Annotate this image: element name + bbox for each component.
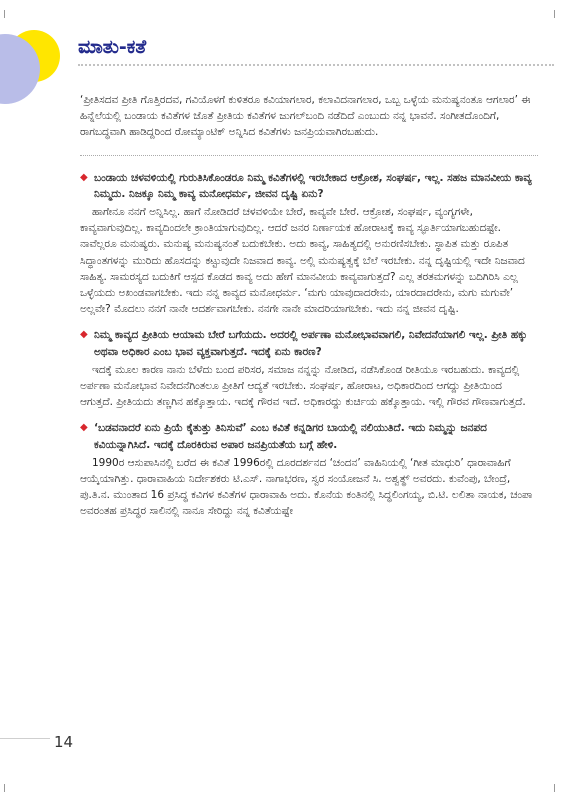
- crop-mark: [4, 10, 5, 18]
- answer-3: 1990ರ ಆಸುಪಾಸಿನಲ್ಲಿ ಬರೆದ ಈ ಕವಿತೆ 1996ರಲ್ಲಿ ದೂರದರ್ಶನದ ‘ಚಂದನ’ ವಾಹಿನಿಯಲ್ಲಿ ‘ಗೀತ ಮಾಧುರಿ’ ಧಾರಾವಾಹಿಗೆ ಆಯ್ಕೆಯಾಗಿತ್ತು. ಧಾರಾವಾಹಿಯ ನಿರ್ದೇಶಕರು ಟಿ.ಎಸ್. ನಾಗಾಭರಣ, ಸ್ವರ ಸಂಯೋಜನೆ ಸಿ. ಅಶ್ವತ್ಥ್ ಅವರದು. ಕುವೆಂಪು, ಬೇಂದ್ರೆ, ಪು.ತಿ.ನ. ಮುಂತಾದ 16 ಪ್ರಸಿದ್ಧ ಕವಿಗಳ ಕವಿತೆಗಳ ಧಾರಾವಾಹಿ ಅದು. ಕೊನೆಯ ಕಂತಿನಲ್ಲಿ ಸಿದ್ಧಲಿಂಗಯ್ಯ, ಬಿ.ಟಿ. ಲಲಿತಾ ನಾಯಕ, ಚಂಪಾ ಅವರಂತಹ ಪ್ರಸಿದ್ಧರ ಸಾಲಿನಲ್ಲಿ ನಾನೂ ಸೇರಿದ್ದು ನನ್ನ ಕವಿತೆಯಷ್ಟೇ: [80, 456, 533, 518]
- diamond-bullet-icon: ◆: [80, 329, 88, 341]
- page-number: 14: [54, 733, 74, 751]
- header-dotted-rule: [78, 64, 554, 66]
- page-number-rule: [0, 738, 50, 739]
- answer-1: ಹಾಗೇನೂ ನನಗೆ ಅನ್ನಿಸಿಲ್ಲ. ಹಾಗೆ ನೋಡಿದರೆ ಚಳವಳಿಯೇ ಬೇರೆ, ಕಾವ್ಯವೇ ಬೇರೆ. ಆಕ್ರೋಶ, ಸಂಘರ್ಷ, ವ್ಯಂಗ್ಯಗಳೇ, ಕಾವ್ಯವಾಗುವುದಿಲ್ಲ. ಕಾವ್ಯದಿಂದಲೇ ಕ್ರಾಂತಿಯಾಗುವುದಿಲ್ಲ. ಆದರೆ ಜನರ ನಿರ್ಣಾಯಕ ಹೋರಾಟಕ್ಕೆ ಕಾವ್ಯ ಸ್ಫೂರ್ತಿಯಾಗಬಹುದಷ್ಟೇ. ನಾವೆಲ್ಲರೂ ಮನುಷ್ಯರು. ಮನುಷ್ಯ ಮನುಷ್ಯನಂತೆ ಬದುಕಬೇಕು. ಅದು ಕಾವ್ಯ, ಸಾಹಿತ್ಯದಲ್ಲಿ ಅನುರಣಿಸಬೇಕು. ಸ್ಥಾಪಿತ ಮತ್ತು ರೂಪಿತ ಸಿದ್ಧಾಂತಗಳನ್ನು ಮುರಿದು ಹೊಸದನ್ನು ಕಟ್ಟುವುದೇ ನಿಜವಾದ ಕಾವ್ಯ. ಅಲ್ಲಿ ಮನುಷ್ಯತ್ವಕ್ಕೆ ಬೆಲೆ ಇರಬೇಕು. ನನ್ನ ದೃಷ್ಟಿಯಲ್ಲಿ ಇದೇ ನಿಜವಾದ ಸಾಹಿತ್ಯ. ಸಾಮರಸ್ಯದ ಬದುಕಿಗೆ ಆಸ್ಪದ ಕೊಡದ ಕಾವ್ಯ ಅದು ಹೇಗೆ ಮಾನವೀಯ ಕಾವ್ಯವಾಗುತ್ತದೆ? ಎಲ್ಲ ತರತಮಗಳನ್ನು ಬದಿಗಿರಿಸಿ ಎಲ್ಲ ಒಳ್ಳೆಯದು ಅಖಂಡವಾಗಬೇಕು. ಇದು ನನ್ನ ಕಾವ್ಯದ ಮನೋಧರ್ಮ. ‘ಮಗು ಯಾವುದಾದರೇನು, ಯಾರದಾದರೇನು, ಮಗು ಮಗುವೇ’ ಅಲ್ಲವೇ? ಮೊದಲು ನನಗೆ ನಾನೇ ಆದರ್ಶವಾಗಬೇಕು. ನನಗೇ ನಾನೇ ಮಾದರಿಯಾಗಬೇಕು. ಇದು ನನ್ನ ಜೀವನ ದೃಷ್ಟಿ.: [80, 206, 525, 316]
- diamond-bullet-icon: ◆: [80, 171, 88, 183]
- crop-mark: [554, 784, 555, 792]
- intro-paragraph: ‘ಪ್ರೀತಿಸದವ ಪ್ರೀತಿ ಗೊತ್ತಿರದವ, ಗವಿಯೊಳಗೆ ಕುಳಿತರೂ ಕವಿಯಾಗಲಾರ, ಕಲಾವಿದನಾಗಲಾರ, ಒಬ್ಬ ಒಳ್ಳೆಯ ಮನುಷ್ಯನಂತೂ ಆಗಲಾರ’ ಈ ಹಿನ್ನೆಲೆಯಲ್ಲಿ ಬಂಡಾಯ ಕವಿತೆಗಳ ಜೊತೆ ಪ್ರೀತಿಯ ಕವಿತೆಗಳ ಜುಗಲ್‌ಬಂದಿ ನಡೆದಿದೆ ಎಂಬುದು ನನ್ನ ಭಾವನೆ. ಸಂಗೀತದೊಂದಿಗೆ, ರಾಗಬದ್ಧವಾಗಿ ಹಾಡಿದ್ದರಿಂದ ರೋಮ್ಯಾಂಟಿಕ್ ಅನ್ನಿಸಿದ ಕವಿತೆಗಳು ಜನಪ್ರಿಯವಾಗಿರಬಹುದು.: [80, 94, 531, 139]
- qa-block-3: [80, 420, 538, 519]
- question-1: [80, 170, 538, 202]
- question-3: [80, 420, 538, 452]
- diamond-bullet-icon: ◆: [80, 422, 88, 434]
- crop-mark: [4, 784, 5, 792]
- question-text: ಬಂಡಾಯ ಚಳವಳಿಯಲ್ಲಿ ಗುರುತಿಸಿಕೊಂಡರೂ ನಿಮ್ಮ ಕವಿತೆಗಳಲ್ಲಿ ಇರಬೇಕಾದ ಆಕ್ರೋಶ, ಸಂಘರ್ಷ, ಇಲ್ಲ. ಸಹಜ ಮಾನವೀಯ ಕಾವ್ಯ ನಿಮ್ಮದು. ನಿಜಕ್ಕೂ ನಿಮ್ಮ ಕಾವ್ಯ ಮನೋಧರ್ಮ, ಜೀವನ ದೃಷ್ಟಿ ಏನು?: [94, 171, 532, 200]
- crop-mark: [554, 10, 555, 18]
- answer-2: ಇದಕ್ಕೆ ಮೂಲ ಕಾರಣ ನಾನು ಬೆಳೆದು ಬಂದ ಪರಿಸರ, ಸಮಾಜ ನನ್ನನ್ನು ನೋಡಿದ, ನಡೆಸಿಕೊಂಡ ರೀತಿಯೂ ಇರಬಹುದು. ಕಾವ್ಯದಲ್ಲಿ ಅರ್ಪಣಾ ಮನೋಭಾವ ನಿವೇದನೆಗಿಂತಲೂ ಪ್ರೀತಿಗೆ ಆದ್ಯತೆ ಇರಬೇಕು. ಸಂಘರ್ಷ, ಹೋರಾಟ, ಅಧಿಕಾರದಿಂದ ಆಗದ್ದು ಪ್ರೀತಿಯಿಂದ ಆಗುತ್ತದೆ. ಪ್ರೀತಿಯದು ತಣ್ಣಗಿನ ಹಕ್ಕೊತ್ತಾಯ. ಇದಕ್ಕೆ ಗೌರವ ಇದೆ. ಅಧಿಕಾರದ್ದು ಕುರ್ಚಿಯ ಹಕ್ಕೊತ್ತಾಯ. ಇಲ್ಲಿ ಗೌರವ ಗೌಣವಾಗುತ್ತದೆ.: [80, 363, 526, 409]
- qa-block-1: [80, 170, 538, 318]
- section-title: ಮಾತು-ಕತೆ: [78, 36, 147, 58]
- question-text: ನಿಮ್ಮ ಕಾವ್ಯದ ಪ್ರೀತಿಯ ಆಯಾಮ ಬೇರೆ ಬಗೆಯದು. ಅದರಲ್ಲಿ ಅರ್ಪಣಾ ಮನೋಭಾವವಾಗಲಿ, ನಿವೇದನೆಯಾಗಲಿ ಇಲ್ಲ. ಪ್ರೀತಿ ಹಕ್ಕು ಅಥವಾ ಅಧಿಕಾರ ಎಂಬ ಭಾವ ವ್ಯಕ್ತವಾಗುತ್ತದೆ. ಇದಕ್ಕೆ ಏನು ಕಾರಣ?: [94, 329, 528, 358]
- question-text: ‘ಬಡವನಾದರೆ ಏನು ಪ್ರಿಯೆ ಕೈತುತ್ತು ತಿನಿಸುವೆ’ ಎಂಬ ಕವಿತೆ ಕನ್ನಡಿಗರ ಬಾಯಲ್ಲಿ ನಲಿಯುತಿದೆ. ಇದು ನಿಮ್ಮನ್ನು ಜನಪದ ಕವಿಯನ್ನಾಗಿಸಿದೆ. ಇದಕ್ಕೆ ದೊರಕಿರುವ ಅಪಾರ ಜನಪ್ರಿಯತೆಯ ಬಗ್ಗೆ ಹೇಳಿ.: [94, 422, 487, 451]
- article-body: [80, 88, 538, 530]
- qa-block-2: [80, 327, 538, 410]
- question-2: [80, 327, 538, 359]
- section-divider: [80, 155, 538, 156]
